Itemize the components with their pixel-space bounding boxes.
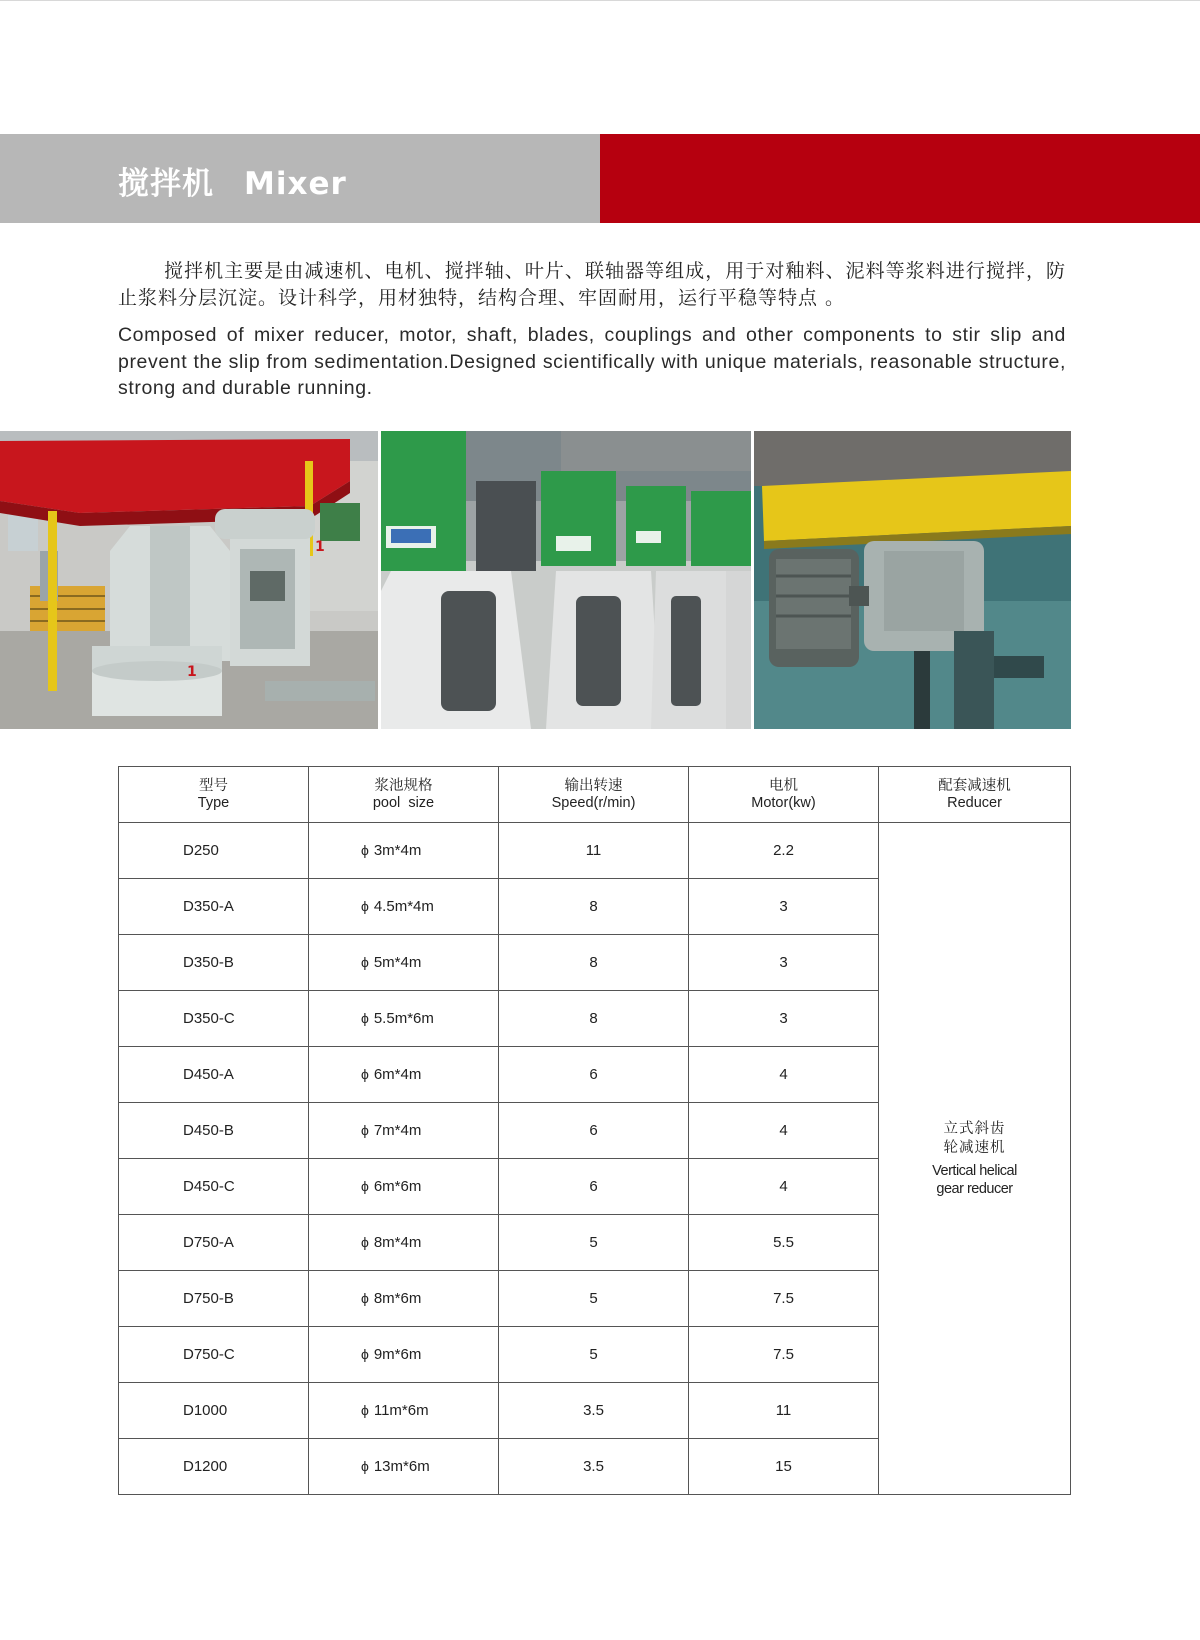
cell-motor: 3 bbox=[689, 935, 879, 991]
phi-symbol: ϕ bbox=[361, 1290, 369, 1306]
cell-type: D1000 bbox=[119, 1383, 309, 1439]
cell-pool-size bbox=[309, 1271, 499, 1327]
banner-red-band bbox=[600, 134, 1200, 223]
cell-type: D750-B bbox=[119, 1271, 309, 1327]
cell-speed: 6 bbox=[499, 1159, 689, 1215]
cell-speed: 6 bbox=[499, 1103, 689, 1159]
top-rule bbox=[0, 0, 1200, 1]
reducer-cn-line1: 立式斜齿 bbox=[943, 1120, 1006, 1137]
cell-speed: 3.5 bbox=[499, 1439, 689, 1495]
yellow-top-mixer-photo bbox=[754, 431, 1071, 729]
col-type: 型号 Type bbox=[119, 767, 309, 823]
cell-motor: 3 bbox=[689, 879, 879, 935]
cell-type: D450-C bbox=[119, 1159, 309, 1215]
cell-motor: 15 bbox=[689, 1439, 879, 1495]
cell-pool-size bbox=[309, 1103, 499, 1159]
reducer-en-line2: gear reducer bbox=[936, 1180, 1013, 1197]
photo-strip bbox=[0, 431, 1071, 729]
cell-pool-size bbox=[309, 1383, 499, 1439]
cell-pool-size bbox=[309, 1159, 499, 1215]
phi-symbol: ϕ bbox=[361, 1066, 369, 1082]
cell-motor: 5.5 bbox=[689, 1215, 879, 1271]
pool-size-value: 3m*4m bbox=[373, 842, 422, 859]
cell-type: D350-C bbox=[119, 991, 309, 1047]
cell-speed: 3.5 bbox=[499, 1383, 689, 1439]
cell-type: D1200 bbox=[119, 1439, 309, 1495]
table-body bbox=[119, 823, 1071, 1495]
cell-motor: 3 bbox=[689, 991, 879, 1047]
phi-symbol: ϕ bbox=[361, 898, 369, 914]
col-pool-size: 浆池规格 pool size bbox=[309, 767, 499, 823]
svg-text:1: 1 bbox=[187, 664, 197, 680]
cell-speed: 6 bbox=[499, 1047, 689, 1103]
cell-pool-size bbox=[309, 1215, 499, 1271]
page-title bbox=[118, 158, 347, 203]
phi-symbol: ϕ bbox=[361, 1346, 369, 1362]
table-header-row bbox=[119, 767, 1071, 823]
pool-size-value: 13m*6m bbox=[373, 1458, 430, 1475]
pool-size-value: 5.5m*6m bbox=[373, 1010, 434, 1027]
pool-size-value: 9m*6m bbox=[373, 1346, 422, 1363]
cell-type: D450-B bbox=[119, 1103, 309, 1159]
title-en: Mixer bbox=[244, 166, 347, 202]
phi-symbol: ϕ bbox=[361, 842, 369, 858]
cell-type: D250 bbox=[119, 823, 309, 879]
cell-motor: 4 bbox=[689, 1103, 879, 1159]
spec-table bbox=[118, 766, 1071, 1495]
cell-motor: 2.2 bbox=[689, 823, 879, 879]
cell-reducer bbox=[879, 823, 1071, 1495]
cell-type: D350-A bbox=[119, 879, 309, 935]
cell-pool-size bbox=[309, 991, 499, 1047]
cell-pool-size bbox=[309, 1439, 499, 1495]
pool-size-value: 8m*6m bbox=[373, 1290, 422, 1307]
cell-pool-size bbox=[309, 1327, 499, 1383]
cell-motor: 7.5 bbox=[689, 1327, 879, 1383]
cell-type: D350-B bbox=[119, 935, 309, 991]
cell-speed: 5 bbox=[499, 1215, 689, 1271]
pool-size-value: 11m*6m bbox=[373, 1402, 429, 1419]
svg-text:1: 1 bbox=[315, 539, 325, 555]
pool-size-value: 5m*4m bbox=[373, 954, 422, 971]
phi-symbol: ϕ bbox=[361, 1010, 369, 1026]
cell-type: D450-A bbox=[119, 1047, 309, 1103]
phi-symbol: ϕ bbox=[361, 1402, 369, 1418]
pool-size-value: 7m*4m bbox=[373, 1122, 422, 1139]
pool-size-value: 6m*6m bbox=[373, 1178, 422, 1195]
cell-motor: 4 bbox=[689, 1047, 879, 1103]
cell-speed: 5 bbox=[499, 1271, 689, 1327]
cell-motor: 7.5 bbox=[689, 1271, 879, 1327]
cell-pool-size bbox=[309, 879, 499, 935]
col-reducer: 配套减速机 Reducer bbox=[879, 767, 1071, 823]
cell-speed: 5 bbox=[499, 1327, 689, 1383]
cell-pool-size bbox=[309, 823, 499, 879]
intro-english: Composed of mixer reducer, motor, shaft, blades, couplings and other components to stir slip and prevent the slip from sedimentation.Designed scientifically with unique materials, reasonable structure, strong and durable running. bbox=[118, 324, 1066, 399]
cell-type: D750-A bbox=[119, 1215, 309, 1271]
cell-speed: 8 bbox=[499, 935, 689, 991]
reducer-cn-line2: 轮减速机 bbox=[943, 1139, 1006, 1156]
pool-size-value: 8m*4m bbox=[373, 1234, 422, 1251]
red-top-mixer-photo bbox=[0, 431, 378, 729]
cell-speed: 11 bbox=[499, 823, 689, 879]
cell-speed: 8 bbox=[499, 991, 689, 1047]
title-cn: 搅拌机 bbox=[118, 166, 214, 202]
cell-pool-size bbox=[309, 935, 499, 991]
table-row bbox=[119, 823, 1071, 879]
phi-symbol: ϕ bbox=[361, 954, 369, 970]
pool-size-value: 4.5m*4m bbox=[373, 898, 434, 915]
intro-chinese: 搅拌机主要是由减速机、电机、搅拌轴、叶片、联轴器等组成，用于对釉料、泥料等浆料进行搅拌，防止浆料分层沉淀。设计科学，用材独特，结构合理、牢固耐用，运行平稳等特点 。 bbox=[118, 260, 1066, 309]
pool-size-value: 6m*4m bbox=[373, 1066, 422, 1083]
phi-symbol: ϕ bbox=[361, 1234, 369, 1250]
col-motor: 电机 Motor(kw) bbox=[689, 767, 879, 823]
reducer-en-line1: Vertical helical bbox=[932, 1162, 1017, 1179]
cell-pool-size bbox=[309, 1047, 499, 1103]
section-banner bbox=[0, 134, 1200, 223]
phi-symbol: ϕ bbox=[361, 1458, 369, 1474]
phi-symbol: ϕ bbox=[361, 1178, 369, 1194]
cell-type: D750-C bbox=[119, 1327, 309, 1383]
cell-speed: 8 bbox=[499, 879, 689, 935]
reducer-en bbox=[879, 1162, 1070, 1198]
cell-motor: 11 bbox=[689, 1383, 879, 1439]
col-speed: 输出转速 Speed(r/min) bbox=[499, 767, 689, 823]
cell-motor: 4 bbox=[689, 1159, 879, 1215]
green-motor-row-photo bbox=[381, 431, 751, 729]
phi-symbol: ϕ bbox=[361, 1122, 369, 1138]
